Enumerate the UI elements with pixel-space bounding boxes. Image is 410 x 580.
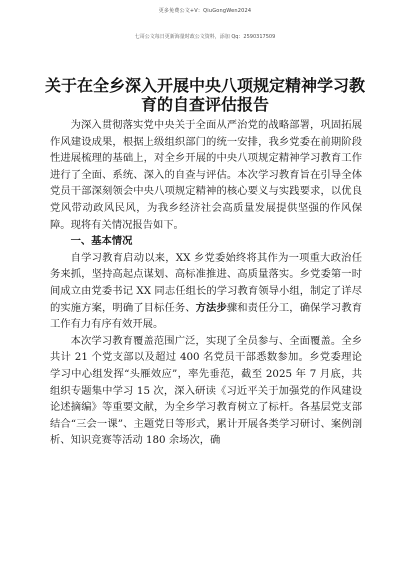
section-heading: 一、基本情况: [70, 235, 133, 248]
emphasized-text: 方法步: [195, 301, 227, 314]
body-paragraph: [50, 250, 362, 333]
paragraph-text: 自学习教育启动以来，XX 乡党委始终将其作为一项重大政治任务来抓，坚持高起点谋划、高标准推进、高质量落实。乡党委第一时间成立由党委书记 XX 同志任组长的学习教育领导小组，制定了详尽的实施方案，明确了目标任务、: [50, 251, 362, 314]
body-paragraph: 本次学习教育覆盖范围广泛，实现了全员参与、全面覆盖。全乡共计 21 个党支部以及超过 400 名党员干部悉数参加。乡党委理论学习中心组发挥“头雁效应”，率先垂范，截至 2025 年 7 月底，共组织专题集中学习 15 次，深入研读《习近平关于加强党的作风建设论述摘编》等重要文献，为全乡学习教育树立了标杆。各基层党支部结合“三会一课”、主题党日等形式，累计开展各类学习研讨、案例剖析、知识竞赛等活动 180 余场次，确: [50, 334, 362, 447]
document-title: 关于在全乡深入开展中央八项规定精神学习教育的自查评估报告: [44, 76, 365, 114]
intro-paragraph: 为深入贯彻落实党中央关于全面从严治党的战略部署，巩固拓展作风建设成果，根据上级组织部门的统一安排，我乡党委在前期阶段性进展梳理的基础上，对全乡开展的中央八项规定精神学习教育工作进行了全面、系统、深入的自查与评估。本次学习教育旨在引导全体党员干部深刻领会中央八项规定精神的核心要义与实践要求，以优良党风带动政风民风，为我乡经济社会高质量发展提供坚强的作风保障。现将有关情况报告如下。: [50, 119, 362, 231]
paragraph-text: 骤和责任分工，确保学习教育工作有力有序有效开展。: [50, 301, 363, 331]
promo-note: 七哥公文每日更新海量时政公文资料，添加 Qq：2590317509: [134, 34, 276, 40]
document-body: [50, 117, 362, 449]
promo-banner: 更多免费公文+V：QiuGongWen2024: [158, 8, 252, 14]
